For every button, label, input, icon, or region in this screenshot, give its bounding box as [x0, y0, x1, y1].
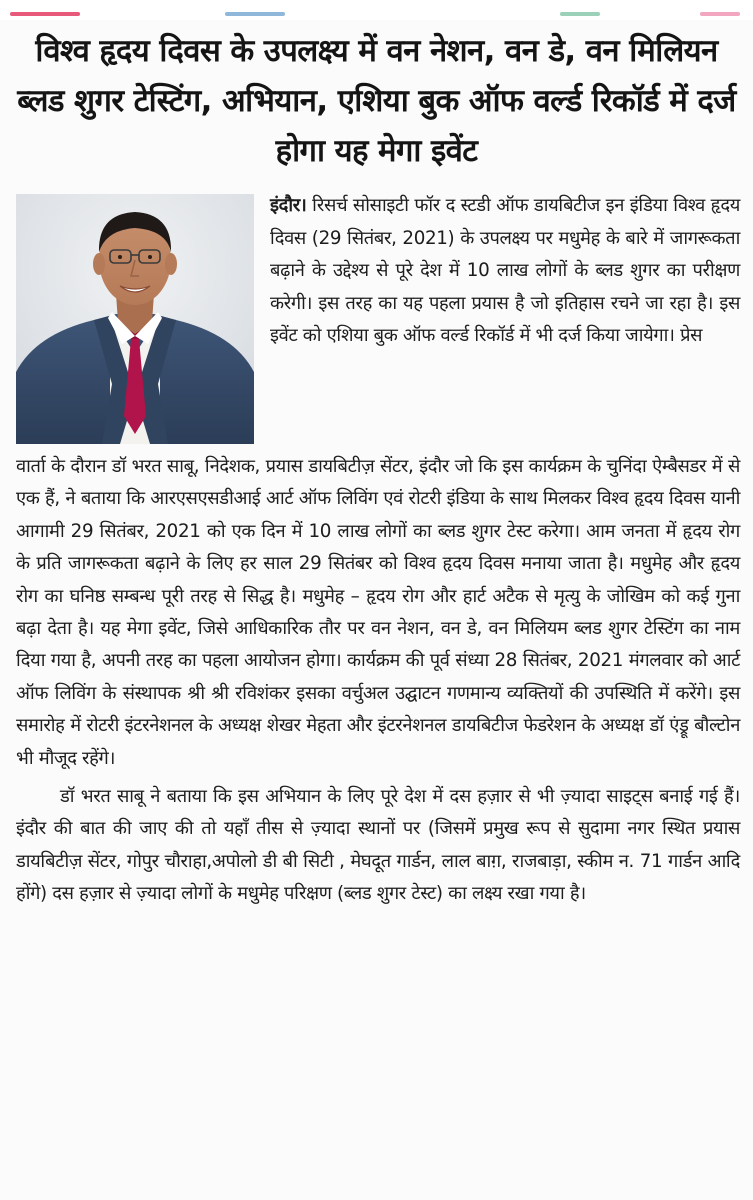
article-intro [270, 190, 740, 353]
intro-text: रिसर्च सोसाइटी फॉर द स्टडी ऑफ डायबिटीज इन इंडिया विश्व हृदय दिवस (29 सितंबर, 2021) के उपलक्ष्य पर मधुमेह के बारे में जागरूकता बढ़ाने के उद्देश्य से पूरे देश में 10 लाख लोगों के ब्लड शुगर का परीक्षण करेगी। इस तरह का यह पहला प्रयास है जो इतिहास रचने जा रहा है। इस इवेंट को एशिया बुक ऑफ वर्ल्ड रिकॉर्ड में भी दर्ज किया जायेगा। प्रेस [270, 195, 740, 346]
portrait-man-in-suit [16, 194, 254, 444]
top-color-strip [0, 0, 753, 20]
paragraph-2: डॉ भरत साबू ने बताया कि इस अभियान के लिए पूरे देश में दस हज़ार से भी ज़्यादा साइट्स बनाई गई हैं। इंदौर की बात की जाए की तो यहाँ तीस से ज़्यादा स्थानों पर (जिसमें प्रमुख रूप से सुदामा नगर स्थित प्रयास डायबिटीज़ सेंटर, गोपुर चौराहा,अपोलो डी बी सिटी , मेघदूत गार्डन, लाल बाग़, राजबाड़ा, स्कीम न. 71 गार्डन आदि होंगे) दस हज़ार से ज़्यादा लोगों के मधुमेह परिक्षण (ब्लड शुगर टेस्ट) का लक्ष्य रखा गया है। [16, 786, 740, 905]
article-body [16, 451, 740, 911]
headline: विश्व हृदय दिवस के उपलक्ष्य में वन नेशन, वन डे, वन मिलियन ब्लड शुगर टेस्टिंग, अभियान, एशिया बुक ऑफ वर्ल्ड रिकॉर्ड में दर्ज होगा यह मेगा इवेंट [17, 33, 736, 169]
paragraph-1-continued: वार्ता के दौरान डॉ भरत साबू, निदेशक, प्रयास डायबिटीज़ सेंटर, इंदौर जो कि इस कार्यक्रम के चुनिंदा ऐम्बैसडर में से एक हैं, ने बताया कि आरएसएसडीआई आर्ट ऑफ लिविंग एवं रोटरी इंडिया के साथ मिलकर विश्व हृदय दिवस यानी आगामी 29 सितंबर, 2021 को एक दिन में 10 लाख लोगों का ब्लड शुगर टेस्ट करेगा। आम जनता में हृदय रोग के प्रति जागरूकता बढ़ाने के लिए हर साल 29 सितंबर को विश्व हृदय दिवस मनाया जाता है। मधुमेह और हृदय रोग का घनिष्ठ सम्बन्ध पूरी तरह से सिद्ध है। मधुमेह – हृदय रोग और हार्ट अटैक से मृत्यु के जोखिम को कई गुना बढ़ा देता है। यह मेगा इवेंट, जिसे आधिकारिक तौर पर वन नेशन, वन डे, वन मिलियम ब्लड शुगर टेस्टिंग का नाम दिया गया है, अपनी तरह का पहला आयोजन होगा। कार्यक्रम की पूर्व संध्या 28 सितंबर, 2021 मंगलवार को आर्ट ऑफ लिविंग के संस्थापक श्री श्री रविशंकर इसका वर्चुअल उद्घाटन गणमान्य व्यक्तियों की उपस्थिति में करेंगे। इस समारोह में रोटरी इंटरनेशनल के अध्यक्ष शेखर मेहता और इंटरनेशनल डायबिटीज फेडरेशन के अध्यक्ष डॉ एंड्रू बौल्टोन भी मौजूद रहेंगे। [16, 456, 740, 769]
dateline: इंदौर। [270, 195, 307, 216]
portrait-photo [16, 194, 254, 444]
